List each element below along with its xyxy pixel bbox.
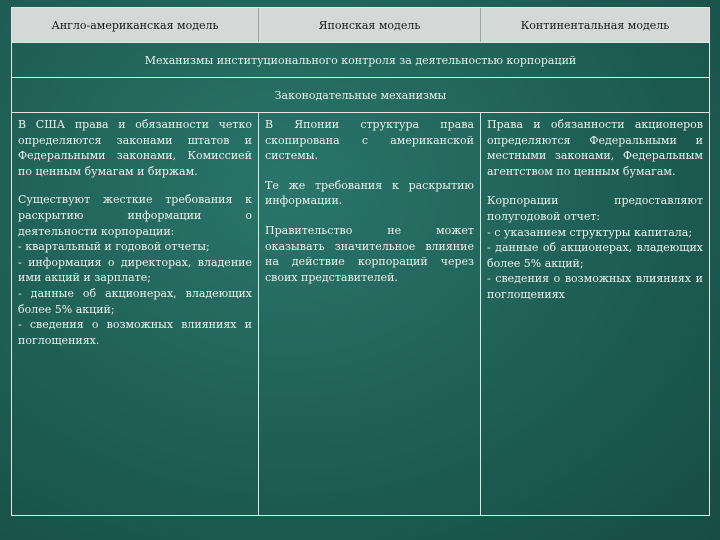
section-title: Механизмы институционального контроля за деятельностью корпораций: [12, 43, 709, 78]
anglo-paragraph-disclosure: Существуют жесткие требования к раскрытию информации о деятельности корпорации:: [18, 193, 252, 238]
japanese-paragraph-government: Правительство не может оказывать значительное влияние на действие корпораций через своих представителей.: [265, 223, 474, 284]
continental-list-item-capital: - с указанием структуры капитала;: [487, 225, 693, 239]
anglo-paragraph-laws: В США права и обязанности четко определяются законами штатов и Федеральными законами, Комиссией по ценным бумагам и биржам.: [18, 118, 252, 178]
continental-column: [481, 113, 709, 515]
corporate-governance-table: [11, 7, 710, 516]
anglo-list-item-reports: - квартальный и годовой отчеты;: [18, 240, 210, 254]
anglo-list-item-shareholders: - данные об акционерах, владеющих более 5% акций;: [18, 286, 252, 316]
subsection-title: Законодательные механизмы: [12, 78, 709, 113]
header-japanese-model: Японская модель: [259, 8, 481, 42]
japanese-paragraph-disclosure: Те же требования к раскрытию информации.: [265, 178, 474, 208]
japanese-paragraph-law-structure: В Японии структура права скопирована с американской системы.: [265, 118, 474, 163]
continental-paragraph-reporting: Корпорации предоставляют полугодовой отчет:: [487, 194, 703, 223]
anglo-american-column: [12, 113, 259, 515]
anglo-list-item-takeovers: - сведения о возможных влияниях и поглощениях.: [18, 318, 252, 347]
anglo-list-item-directors: - информация о директорах, владение ими акций и зарплате;: [18, 255, 252, 285]
header-anglo-american-model: Англо-американская модель: [12, 8, 259, 42]
continental-list-item-shareholders: - данные об акционерах, владеющих более 5% акций;: [487, 241, 703, 270]
table-header-row: [12, 8, 709, 43]
japanese-column: [259, 113, 481, 515]
header-continental-model: Континентальная модель: [520, 18, 670, 32]
continental-list-item-takeovers: - сведения о возможных влияниях и поглощениях: [487, 272, 703, 301]
continental-paragraph-laws: Права и обязанности акционеров определяются Федеральными и местными законами, Федеральным агентством по ценным бумагам.: [487, 118, 703, 178]
